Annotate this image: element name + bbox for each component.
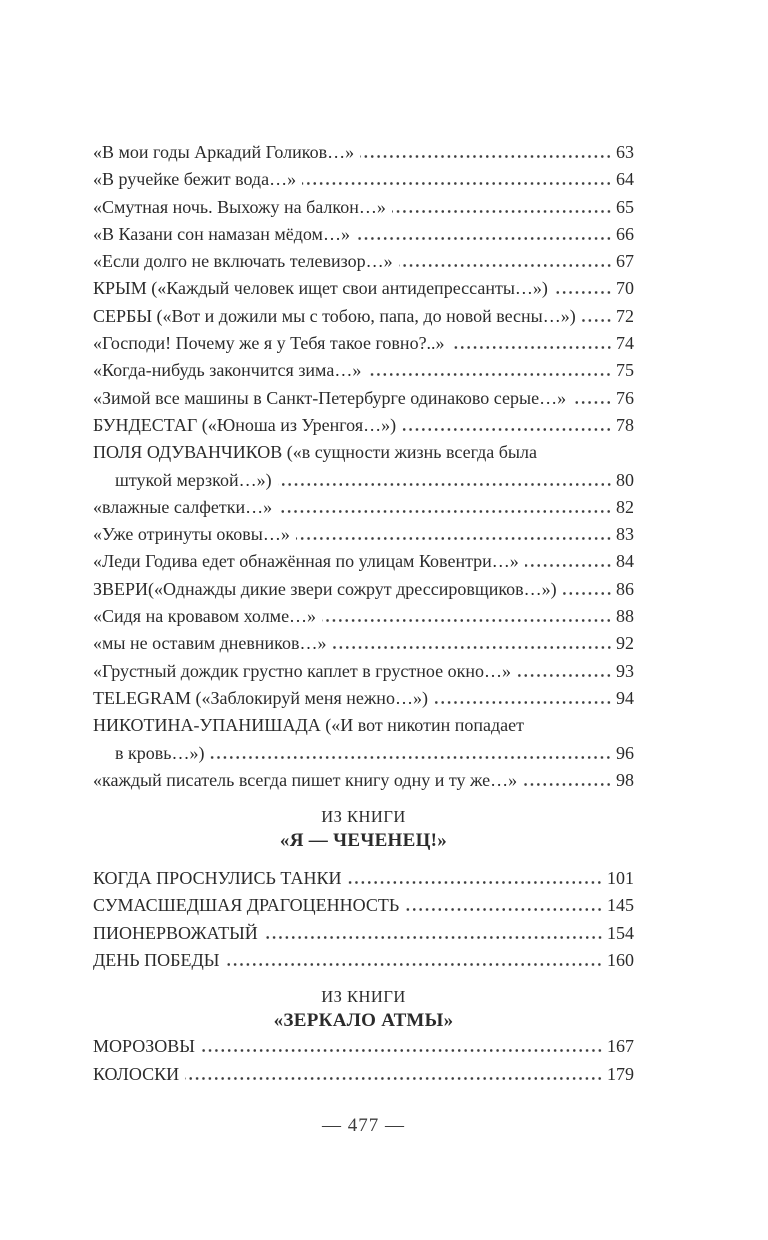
toc-entry-title: «В Казани сон намазан мёдом…» bbox=[93, 223, 350, 244]
toc-entry-page-number: 65 bbox=[616, 196, 634, 217]
dot-leader bbox=[333, 646, 612, 649]
toc-entry-title: БУНДЕСТАГ («Юноша из Уренгоя…») bbox=[93, 414, 397, 435]
toc-entry-title: ПИОНЕРВОЖАТЫЙ bbox=[93, 922, 258, 943]
toc-entry-title-continuation: штукой мерзкой…») bbox=[115, 469, 272, 490]
toc-entry bbox=[93, 194, 634, 221]
dot-leader bbox=[210, 756, 612, 759]
toc-entry bbox=[93, 303, 634, 330]
toc-entry-title-continuation: в кровь…») bbox=[115, 742, 205, 763]
dot-leader bbox=[347, 881, 603, 884]
toc-entry-page-number: 160 bbox=[607, 950, 634, 971]
toc-entry-title: «В мои годы Аркадий Голиков…» bbox=[93, 142, 355, 162]
section-kicker: ИЗ КНИГИ bbox=[321, 807, 406, 827]
toc-entry bbox=[93, 385, 634, 412]
dot-leader bbox=[402, 428, 612, 431]
dot-leader bbox=[185, 1077, 603, 1080]
section-heading bbox=[93, 986, 634, 1033]
table-of-contents bbox=[93, 0, 634, 1138]
toc-entry bbox=[93, 603, 634, 630]
dot-leader bbox=[356, 237, 612, 240]
toc-entry bbox=[93, 685, 634, 712]
toc-entry bbox=[93, 412, 634, 439]
toc-entry-page-number: 83 bbox=[616, 524, 634, 545]
toc-entry-page-number: 154 bbox=[607, 922, 634, 943]
toc-entry bbox=[93, 630, 634, 657]
dot-leader bbox=[563, 592, 612, 595]
section-kicker: ИЗ КНИГИ bbox=[321, 987, 406, 1007]
toc-entry-title: «Леди Годива едет обнажённая по улицам Ковентри…» bbox=[93, 551, 519, 572]
toc-entry-title: «Господи! Почему же я у Тебя такое говно?..» bbox=[93, 333, 445, 354]
toc-entry-title: ПОЛЯ ОДУВАНЧИКОВ («в сущности жизнь всегда была bbox=[93, 442, 537, 463]
toc-entry bbox=[93, 658, 634, 685]
toc-entry bbox=[93, 892, 634, 919]
toc-entry bbox=[93, 920, 634, 947]
toc-entry-title: ЗВЕРИ(«Однажды дикие звери сожрут дрессировщиков…») bbox=[93, 578, 557, 599]
dot-leader bbox=[405, 908, 603, 911]
toc-entry-title: «Сидя на кровавом холме…» bbox=[93, 606, 317, 627]
toc-entry-title: «мы не оставим дневников…» bbox=[93, 633, 327, 654]
toc-entry-title: МОРОЗОВЫ bbox=[93, 1036, 195, 1057]
toc-entry-page-number: 84 bbox=[616, 551, 634, 572]
toc-entry bbox=[93, 521, 634, 548]
toc-entry bbox=[93, 275, 634, 302]
toc-entry bbox=[93, 712, 634, 767]
toc-entry-page-number: 72 bbox=[616, 305, 634, 326]
toc-entry-title: «каждый писатель всегда пишет книгу одну и ту же…» bbox=[93, 769, 518, 790]
dot-leader bbox=[367, 373, 612, 376]
dot-leader bbox=[302, 182, 612, 185]
dot-leader bbox=[201, 1049, 603, 1052]
toc-entry-page-number: 167 bbox=[607, 1036, 634, 1057]
dot-leader bbox=[360, 155, 612, 158]
toc-entry-page-number: 101 bbox=[607, 868, 634, 889]
toc-entry bbox=[93, 767, 634, 794]
page-number-footer: — 477 — bbox=[322, 1114, 405, 1136]
dot-leader bbox=[322, 619, 612, 622]
toc-entry-page-number: 88 bbox=[616, 606, 634, 627]
toc-entry-title: НИКОТИНА-УПАНИШАДА («И вот никотин попадает bbox=[93, 715, 524, 736]
dot-leader bbox=[434, 701, 612, 704]
toc-entry-title: «Уже отринуты оковы…» bbox=[93, 524, 290, 545]
dot-leader bbox=[278, 483, 612, 486]
dot-leader bbox=[523, 783, 612, 786]
dot-leader bbox=[264, 936, 603, 939]
dot-leader bbox=[225, 963, 603, 966]
toc-entry-title: «Смутная ночь. Выхожу на балкон…» bbox=[93, 196, 386, 217]
dot-leader bbox=[399, 264, 612, 267]
toc-entry-page-number: 98 bbox=[616, 769, 634, 790]
toc-entry-page-number: 76 bbox=[616, 387, 634, 408]
toc-entry bbox=[93, 576, 634, 603]
dot-leader bbox=[572, 401, 612, 404]
toc-entry-page-number: 67 bbox=[616, 251, 634, 272]
toc-entry-page-number: 75 bbox=[616, 360, 634, 381]
toc-entry-title: КОГДА ПРОСНУЛИСЬ ТАНКИ bbox=[93, 868, 342, 889]
section-heading bbox=[93, 806, 634, 853]
toc-entry bbox=[93, 1061, 634, 1088]
toc-entry-page-number: 93 bbox=[616, 660, 634, 681]
section-book-title: «Я — ЧЕЧЕНЕЦ!» bbox=[279, 830, 448, 852]
toc-entry-title: СУМАСШЕДШАЯ ДРАГОЦЕННОСТЬ bbox=[93, 895, 400, 916]
toc-entry bbox=[93, 357, 634, 384]
toc-entry-title: КОЛОСКИ bbox=[93, 1063, 180, 1084]
toc-entry bbox=[93, 166, 634, 193]
toc-entry-title: «Когда-нибудь закончится зима…» bbox=[93, 360, 362, 381]
toc-entry-page-number: 78 bbox=[616, 414, 634, 435]
toc-entry bbox=[93, 439, 634, 494]
toc-entry-title: ДЕНЬ ПОБЕДЫ bbox=[93, 950, 220, 971]
toc-entry-title: TELEGRAM («Заблокируй меня нежно…») bbox=[93, 687, 428, 708]
toc-entry-page-number: 92 bbox=[616, 633, 634, 654]
toc-entry-page-number: 70 bbox=[616, 278, 634, 299]
toc-entry-title: СЕРБЫ («Вот и дожили мы с тобою, папа, до новой весны…») bbox=[93, 305, 576, 326]
dot-leader bbox=[451, 346, 612, 349]
toc-entry-page-number: 63 bbox=[616, 142, 634, 162]
section-book-title: «ЗЕРКАЛО АТМЫ» bbox=[273, 1010, 454, 1032]
toc-entry-page-number: 96 bbox=[616, 742, 634, 763]
toc-entry-page-number: 94 bbox=[616, 687, 634, 708]
toc-entry-page-number: 145 bbox=[607, 895, 634, 916]
dot-leader bbox=[517, 674, 612, 677]
toc-entry-page-number: 179 bbox=[607, 1063, 634, 1084]
toc-entry bbox=[93, 248, 634, 275]
toc-entry bbox=[93, 139, 634, 166]
toc-entry bbox=[93, 947, 634, 974]
toc-entry-title: «Если долго не включать телевизор…» bbox=[93, 251, 393, 272]
toc-entry-title: КРЫМ («Каждый человек ищет свои антидепрессанты…») bbox=[93, 278, 548, 299]
dot-leader bbox=[278, 510, 612, 513]
toc-entry bbox=[93, 330, 634, 357]
toc-entry-title: «Грустный дождик грустно каплет в грустное окно…» bbox=[93, 660, 511, 681]
toc-entry bbox=[93, 865, 634, 892]
toc-entry bbox=[93, 548, 634, 575]
toc-entry-title: «Зимой все машины в Санкт-Петербурге одинаково серые…» bbox=[93, 387, 567, 408]
toc-entry bbox=[93, 1033, 634, 1060]
toc-entry-page-number: 82 bbox=[616, 496, 634, 517]
toc-entry-title: «В ручейке бежит вода…» bbox=[93, 169, 297, 190]
dot-leader bbox=[392, 210, 612, 213]
toc-entry-page-number: 86 bbox=[616, 578, 634, 599]
toc-entry-page-number: 74 bbox=[616, 333, 634, 354]
dot-leader bbox=[582, 319, 612, 322]
toc-entry bbox=[93, 494, 634, 521]
toc-entry-page-number: 80 bbox=[616, 469, 634, 490]
toc-entry-title: «влажные салфетки…» bbox=[93, 496, 273, 517]
dot-leader bbox=[525, 564, 612, 567]
toc-entry-page-number: 64 bbox=[616, 169, 634, 190]
toc-entry bbox=[93, 221, 634, 248]
dot-leader bbox=[554, 291, 612, 294]
dot-leader bbox=[296, 537, 612, 540]
toc-entry-page-number: 66 bbox=[616, 223, 634, 244]
